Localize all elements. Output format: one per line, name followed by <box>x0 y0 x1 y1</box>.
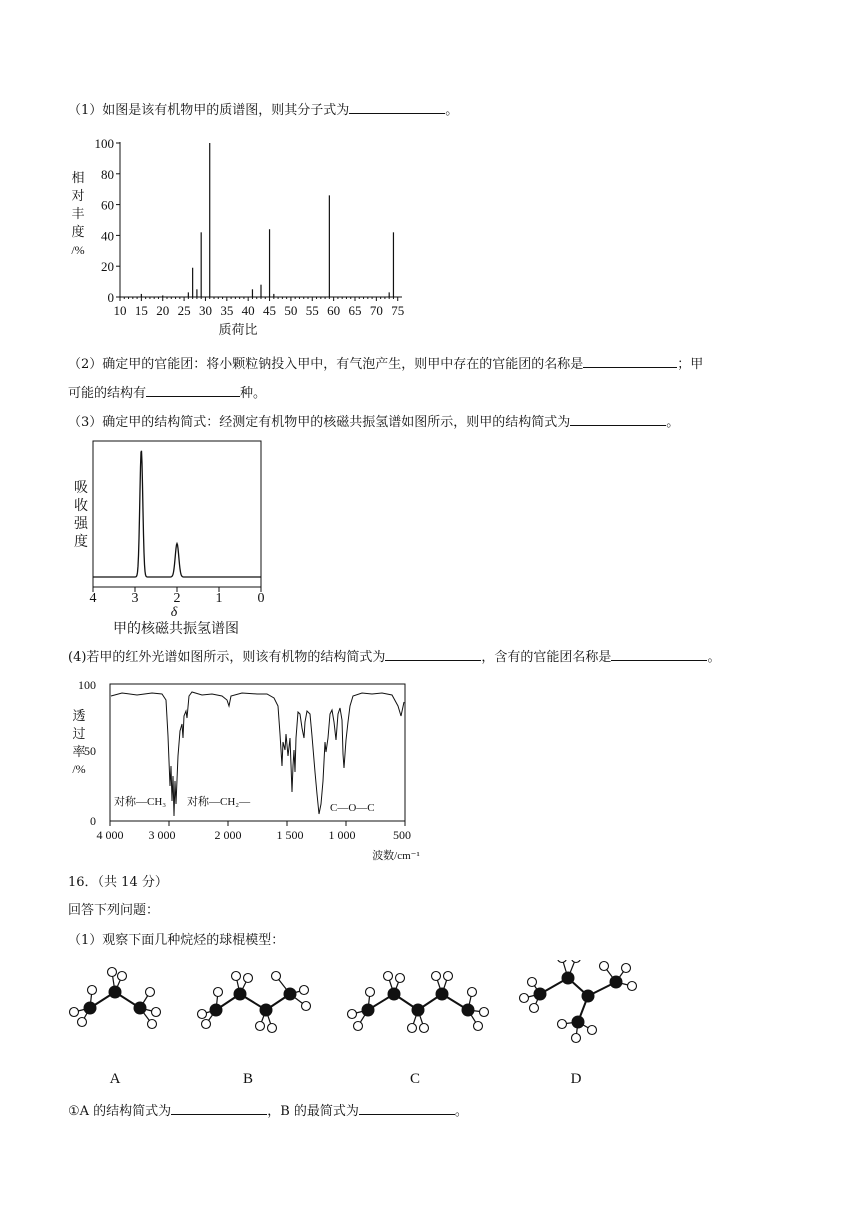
nmr-ylabel <box>74 480 89 550</box>
y-tick-label: 40 <box>101 228 114 244</box>
hydrogen-atom <box>572 960 581 963</box>
nmr-xlabel: δ <box>170 605 178 620</box>
x-tick-label: 2 <box>173 591 181 606</box>
x-tick-label: 15 <box>134 303 148 318</box>
hydrogen-atom <box>600 962 609 971</box>
hydrogen-atom <box>148 1020 157 1029</box>
x-tick-label: 500 <box>393 828 411 842</box>
x-tick-label: 65 <box>348 303 362 318</box>
question-16-intro: 回答下列问题： <box>68 903 160 918</box>
mass-spec-ylabel <box>71 170 84 257</box>
ir-chart <box>62 676 432 872</box>
model-label-a: A <box>109 1071 121 1087</box>
x-tick-label: 1 <box>215 591 223 606</box>
y-ticks <box>95 136 121 305</box>
carbon-atom <box>436 988 449 1001</box>
ylabel-char: 度 <box>74 535 88 550</box>
carbon-atom <box>210 1004 223 1017</box>
carbon-atom <box>572 1016 585 1029</box>
x-tick-label: 40 <box>241 303 255 318</box>
hydrogen-atom <box>214 988 223 997</box>
hydrogen-atom <box>396 974 405 983</box>
hydrogen-atom <box>146 988 155 997</box>
y-tick-label: 0 <box>107 290 114 305</box>
hydrogen-atom <box>530 1004 539 1013</box>
hydrogen-atom <box>256 1022 265 1031</box>
x-tick-label: 50 <box>284 303 298 318</box>
nmr-spectrum-line <box>93 451 261 577</box>
model-d <box>520 960 637 1043</box>
mass-spectrum-chart <box>60 130 410 345</box>
hydrogen-atom <box>420 1024 429 1033</box>
question-2-text: （2）确定甲的官能团：将小颗粒钠投入甲中，有气泡产生，则甲中存在的官能团的名称是 <box>68 357 584 372</box>
answer-blank[interactable] <box>146 382 240 397</box>
question-3-end: 。 <box>666 415 680 430</box>
hydrogen-atom <box>480 1008 489 1017</box>
carbon-atom <box>284 988 297 1001</box>
hydrogen-atom <box>444 972 453 981</box>
hydrogen-atom <box>272 972 281 981</box>
carbon-atom <box>260 1004 273 1017</box>
hydrogen-atom <box>366 988 375 997</box>
x-ticks <box>90 587 265 606</box>
nmr-frame <box>93 441 261 587</box>
bars <box>141 143 393 297</box>
x-tick-label: 35 <box>220 303 234 318</box>
hydrogen-atom <box>622 964 631 973</box>
hydrogen-atom <box>408 1024 417 1033</box>
question-4 <box>68 646 720 669</box>
model-b <box>198 972 311 1033</box>
alkane-models <box>60 960 660 1090</box>
hydrogen-atom <box>588 1026 597 1035</box>
question-2-line-2 <box>68 382 266 405</box>
carbon-atom <box>610 976 623 989</box>
ir-xlabel: 波数/cm⁻¹ <box>372 850 420 862</box>
hydrogen-atom <box>70 1008 79 1017</box>
question-2-text-end: ；甲 <box>677 357 704 372</box>
carbon-atom <box>534 988 547 1001</box>
mass-spec-xlabel: 质荷比 <box>218 322 258 337</box>
hydrogen-atom <box>202 1020 211 1029</box>
x-tick-label: 4 000 <box>96 828 124 842</box>
y-tick-label: 0 <box>90 814 96 828</box>
hydrogen-atom <box>78 1018 87 1027</box>
model-a <box>70 968 161 1029</box>
x-tick-label: 4 <box>89 591 97 606</box>
answer-blank[interactable] <box>611 646 707 661</box>
hydrogen-atom <box>528 978 537 987</box>
ylabel-char: 收 <box>74 499 88 514</box>
question-16-1 <box>68 1100 468 1123</box>
hydrogen-atom <box>152 1008 161 1017</box>
question-16-sub-1: （1）观察下面几种烷烃的球棍模型： <box>68 933 285 948</box>
answer-blank[interactable] <box>385 646 481 661</box>
carbon-atom <box>84 1002 97 1015</box>
hydrogen-atom <box>244 974 253 983</box>
question-4-text: (4)若甲的红外光谱如图所示，则该有机物的结构简式为 <box>68 650 386 665</box>
hydrogen-atom <box>558 1020 567 1029</box>
ir-label-ch3: 对称—CH₃ <box>114 796 167 808</box>
y-tick-label: 50 <box>84 744 96 758</box>
answer-blank[interactable] <box>359 1100 455 1115</box>
question-1 <box>68 99 458 122</box>
y-tick-label: 100 <box>94 136 114 151</box>
answer-blank[interactable] <box>570 411 666 426</box>
hydrogen-atom <box>628 982 637 991</box>
ylabel-char: /% <box>71 243 85 257</box>
x-tick-label: 10 <box>113 303 127 318</box>
x-tick-label: 20 <box>156 303 170 318</box>
ylabel-char: /% <box>72 762 86 776</box>
nmr-chart <box>64 436 274 641</box>
ir-ylabel <box>72 708 85 776</box>
carbon-atom <box>134 1002 147 1015</box>
x-tick-label: 30 <box>198 303 212 318</box>
question-2-text-2-end: 种。 <box>240 386 267 401</box>
question-16-title: 16．（共 14 分） <box>68 875 168 890</box>
question-2-text-2: 可能的结构有 <box>68 386 147 401</box>
hydrogen-atom <box>302 1002 311 1011</box>
hydrogen-atom <box>348 1010 357 1019</box>
hydrogen-atom <box>88 986 97 995</box>
hydrogen-atom <box>572 1034 581 1043</box>
question-4-mid: ，含有的官能团名称是 <box>481 650 612 665</box>
carbon-atom <box>362 1004 375 1017</box>
x-tick-label: 1 500 <box>276 828 304 842</box>
ylabel-char: 过 <box>72 726 86 741</box>
hydrogen-atom <box>232 972 241 981</box>
hydrogen-atom <box>198 1010 207 1019</box>
question-3 <box>68 411 679 434</box>
hydrogen-atom <box>108 968 117 977</box>
question-1-end: 。 <box>445 103 459 118</box>
model-label-b: B <box>242 1071 254 1087</box>
question-16-1-text: ①A 的结构简式为 <box>68 1104 172 1119</box>
question-1-text: （1）如图是该有机物甲的质谱图，则其分子式为 <box>68 103 350 118</box>
carbon-atom <box>462 1004 475 1017</box>
hydrogen-atom <box>354 1022 363 1031</box>
question-3-text: （3）确定甲的结构简式：经测定有机物甲的核磁共振氢谱如图所示，则甲的结构简式为 <box>68 415 571 430</box>
ylabel-char: 率 <box>72 744 86 759</box>
hydrogen-atom <box>520 994 529 1003</box>
ylabel-char: 吸 <box>74 481 88 496</box>
ylabel-char: 透 <box>72 708 86 723</box>
ylabel-char: 相 <box>71 170 85 185</box>
x-tick-label: 55 <box>305 303 319 318</box>
ylabel-char: 度 <box>71 224 85 239</box>
hydrogen-atom <box>268 1024 277 1033</box>
y-tick-label: 100 <box>78 678 96 692</box>
hydrogen-atom <box>474 1022 483 1031</box>
hydrogen-atom <box>118 972 127 981</box>
answer-blank[interactable] <box>349 99 445 114</box>
answer-blank[interactable] <box>583 353 677 368</box>
x-tick-label: 25 <box>177 303 191 318</box>
y-tick-label: 20 <box>101 259 114 275</box>
x-tick-label: 3 000 <box>148 828 176 842</box>
x-tick-label: 70 <box>369 303 383 318</box>
carbon-atom <box>412 1004 425 1017</box>
question-2-line-1 <box>68 353 703 376</box>
ir-label-coc: C—O—C <box>330 802 375 814</box>
question-16-1-end: 。 <box>454 1104 468 1119</box>
y-tick-label: 60 <box>101 197 114 213</box>
carbon-atom <box>582 990 595 1003</box>
x-tick-label: 75 <box>391 303 405 318</box>
model-label-c: C <box>409 1071 421 1087</box>
x-ticks <box>114 297 405 318</box>
x-ticks <box>97 821 412 842</box>
question-16-1-mid: ，B 的最简式为 <box>267 1104 359 1119</box>
hydrogen-atom <box>432 972 441 981</box>
ylabel-char: 丰 <box>71 206 85 221</box>
ylabel-char: 强 <box>74 517 88 532</box>
x-tick-label: 2 000 <box>214 828 242 842</box>
hydrogen-atom <box>558 960 567 963</box>
hydrogen-atom <box>300 986 309 995</box>
carbon-atom <box>109 986 122 999</box>
nmr-caption: 甲的核磁共振氢谱图 <box>113 622 239 637</box>
x-tick-label: 45 <box>263 303 277 318</box>
question-4-end: 。 <box>707 650 721 665</box>
x-tick-label: 3 <box>131 591 139 606</box>
model-label-d: D <box>570 1071 582 1087</box>
model-c <box>348 972 489 1033</box>
x-tick-label: 1 000 <box>328 828 356 842</box>
x-tick-label: 60 <box>327 303 341 318</box>
answer-blank[interactable] <box>171 1100 267 1115</box>
ir-label-ch2: 对称—CH₂— <box>187 796 251 808</box>
y-tick-label: 80 <box>101 166 114 182</box>
carbon-atom <box>562 972 575 985</box>
hydrogen-atom <box>384 972 393 981</box>
ylabel-char: 对 <box>71 188 85 203</box>
x-tick-label: 0 <box>257 591 265 606</box>
hydrogen-atom <box>468 988 477 997</box>
carbon-atom <box>388 988 401 1001</box>
carbon-atom <box>234 988 247 1001</box>
